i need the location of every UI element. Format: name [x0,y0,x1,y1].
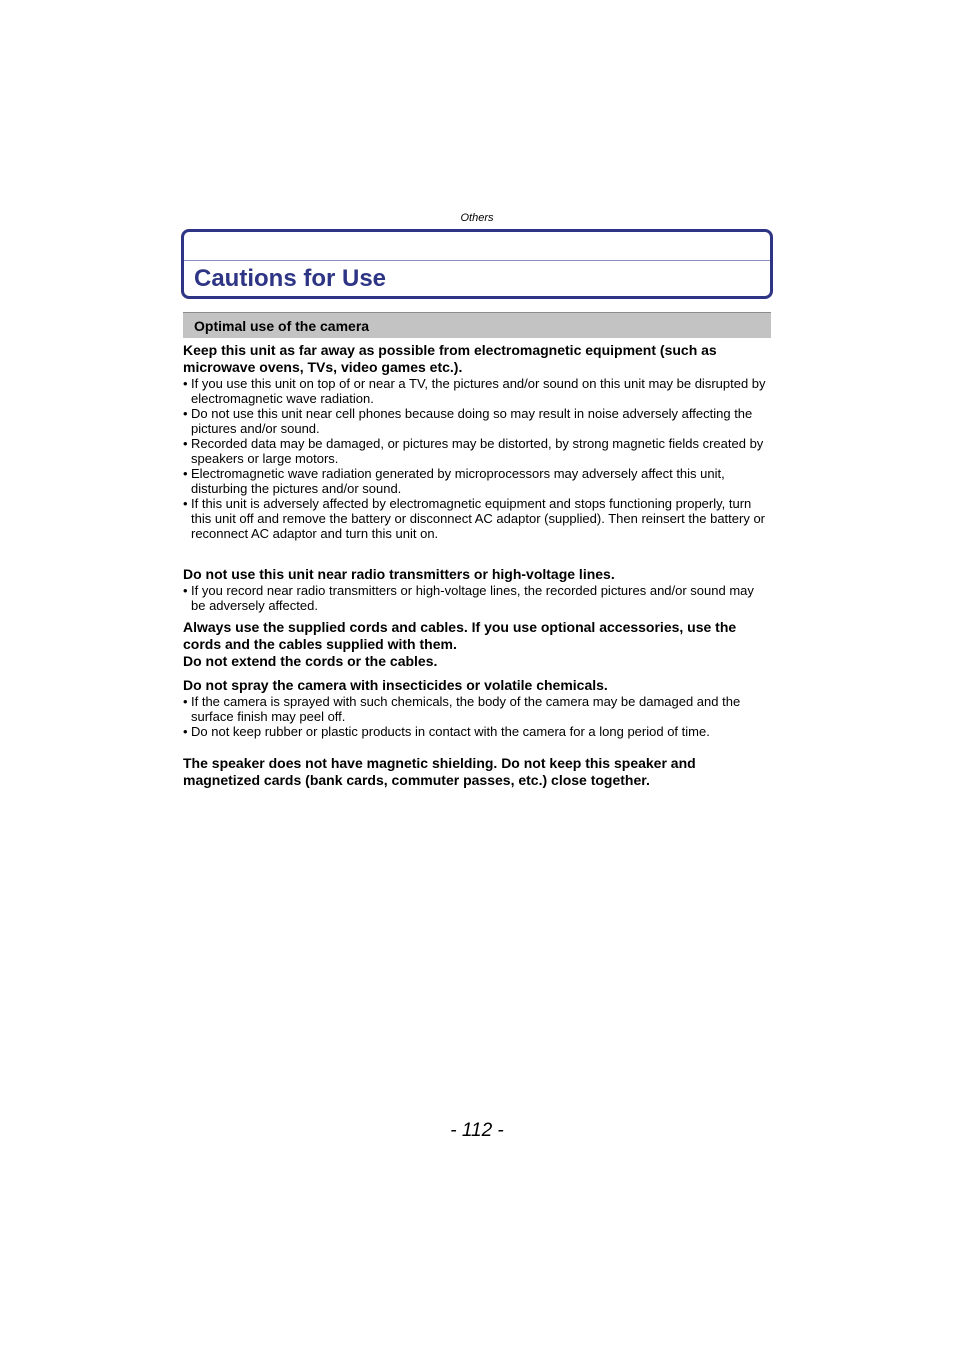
title-divider [184,260,770,261]
list-item [183,436,771,466]
caution-block-cords [183,619,771,670]
caution-block-speaker [183,755,771,789]
bullet-icon: • [183,583,188,598]
title-box [181,229,773,299]
caution-heading-secondary: Do not extend the cords or the cables. [183,653,438,669]
caution-block-electromagnetic [183,342,771,541]
bullet-list [183,583,771,613]
bullet-icon: • [183,406,188,421]
list-item [183,406,771,436]
list-item-text: If this unit is adversely affected by electromagnetic equipment and stops functioning properly, turn this unit off and remove the battery or disconnect AC adaptor (supplied). Then reinsert the battery or reconnect AC adaptor and turn this unit on. [191,496,766,541]
list-item-text: Electromagnetic wave radiation generated by microprocessors may adversely affect this unit, disturbing the pictures and/or sound. [191,466,725,496]
list-item [183,583,771,613]
caution-block-radio [183,566,771,613]
caution-heading: Do not spray the camera with insecticides or volatile chemicals. [183,677,608,693]
running-head: Others [460,212,494,224]
list-item-text: Do not keep rubber or plastic products in contact with the camera for a long period of time. [191,724,710,739]
list-item-text: Recorded data may be damaged, or pictures may be distorted, by strong magnetic fields created by speakers or large motors. [191,436,764,466]
bullet-list [183,376,771,541]
bullet-icon: • [183,496,188,511]
bullet-icon: • [183,436,188,451]
caution-block-chemicals [183,677,771,739]
bullet-icon: • [183,694,188,709]
bullet-list [183,694,771,739]
caution-heading: Do not use this unit near radio transmitters or high-voltage lines. [183,566,615,582]
caution-heading: The speaker does not have magnetic shielding. Do not keep this speaker and magnetized cards (bank cards, commuter passes, etc.) close together. [183,755,696,788]
caution-heading: Keep this unit as far away as possible from electromagnetic equipment (such as microwave ovens, TVs, video games etc.). [183,342,717,375]
list-item-text: If you record near radio transmitters or high-voltage lines, the recorded pictures and/or sound may be adversely affected. [191,583,754,613]
list-item [183,694,771,724]
list-item [183,496,771,541]
section-title: Optimal use of the camera [194,318,370,334]
bullet-icon: • [183,466,188,481]
list-item-text: Do not use this unit near cell phones because doing so may result in noise adversely affecting the pictures and/or sound. [191,406,753,436]
list-item [183,376,771,406]
list-item [183,724,771,739]
page-title: Cautions for Use [194,265,387,292]
list-item-text: If you use this unit on top of or near a TV, the pictures and/or sound on this unit may be disrupted by electromagnetic wave radiation. [191,376,766,406]
bullet-icon: • [183,376,188,391]
caution-heading: Always use the supplied cords and cables. If you use optional accessories, use the cords and the cables supplied with them. [183,619,737,652]
bullet-icon: • [183,724,188,739]
list-item-text: If the camera is sprayed with such chemicals, the body of the camera may be damaged and the surface finish may peel off. [191,694,741,724]
content-body [183,342,771,789]
section-header-bar [183,312,771,338]
page-number: - 112 - [450,1120,504,1141]
list-item [183,466,771,496]
